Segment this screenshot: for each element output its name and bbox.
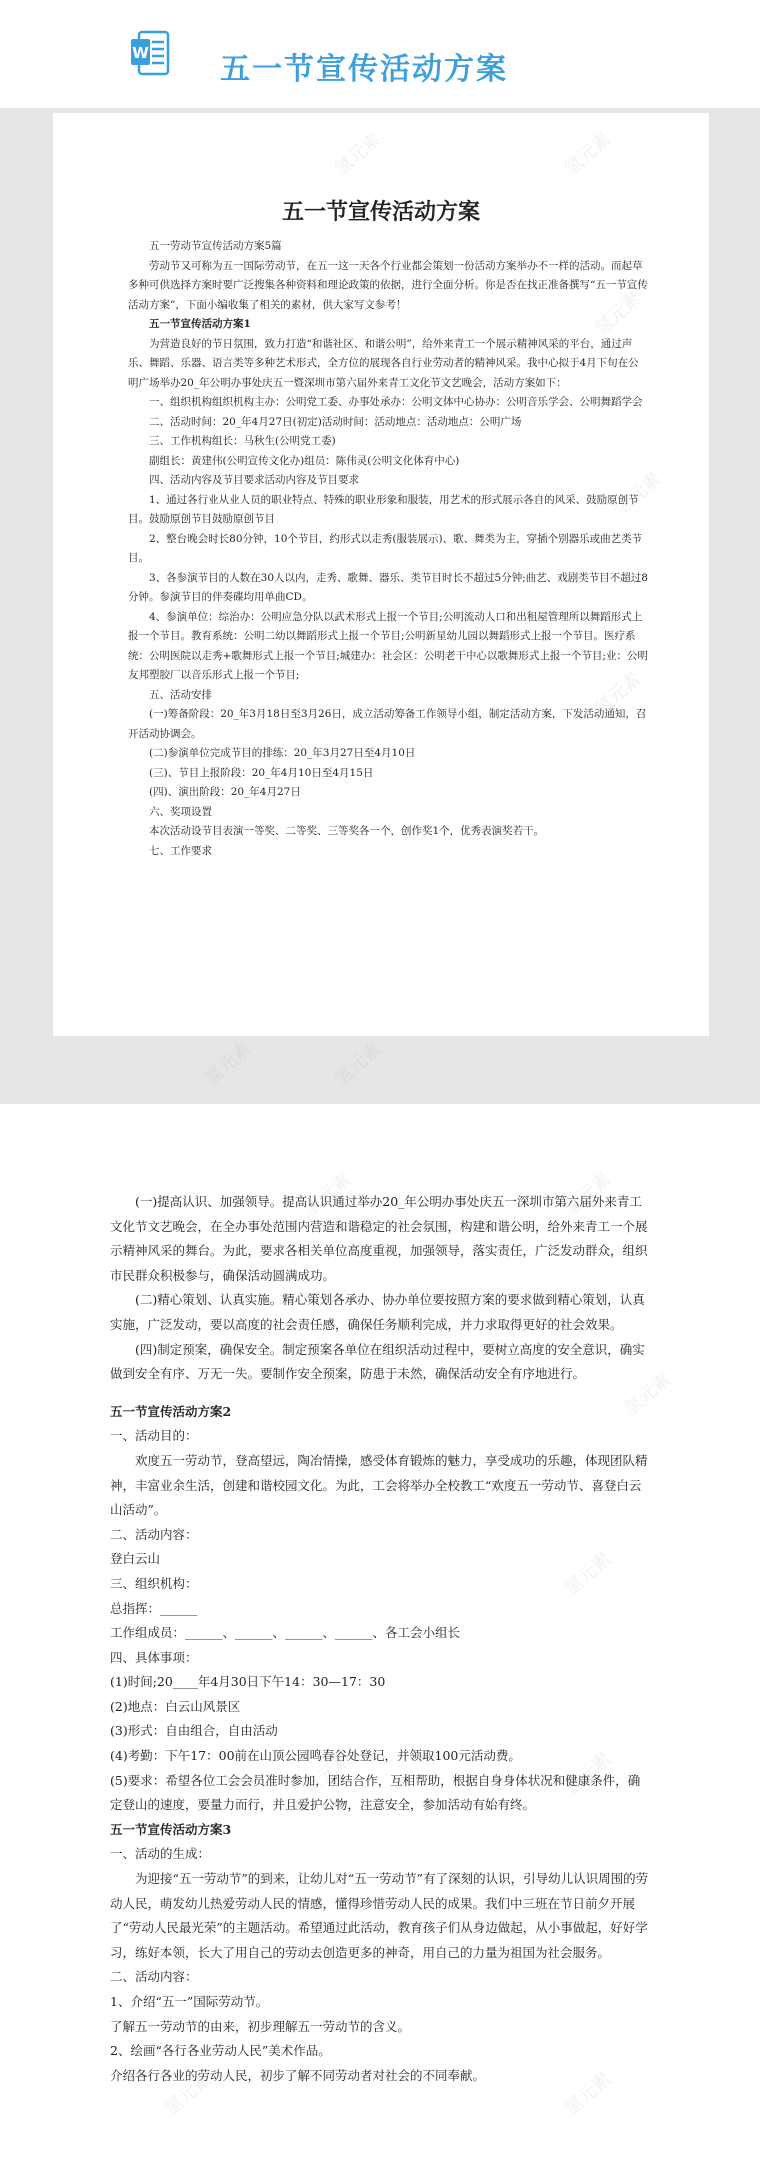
- paragraph: 二、活动内容：: [110, 1526, 198, 1542]
- svg-text:W: W: [132, 44, 149, 62]
- paragraph: 2、绘画“各行各业劳动人民”美术作品。: [110, 2043, 331, 2059]
- paragraph: 劳动节又可称为五一国际劳动节，在五一这一天各个行业都会策划一份活动方案举办不一样的活动。而起草多种可供选择方案时要广泛搜集各种资料和理论政策的依据，进行全面分析。你是否在找正准备撰写“五一节宣传活动方案”，下面小编收集了相关的素材，供大家写文参考！: [128, 259, 648, 311]
- paragraph: (四)制定预案，确保安全。制定预案各单位在组织活动过程中，要树立高度的安全意识，确实做到安全有序、万无一失。要制作安全预案，防患于未然，确保活动安全有序地进行。: [110, 1341, 645, 1382]
- section-heading: 五一节宣传活动方案2: [110, 1403, 232, 1419]
- page-header: [0, 0, 760, 108]
- word-document-icon: [130, 30, 170, 76]
- paragraph: (四)、演出阶段：20_年4月27日: [149, 786, 301, 798]
- document-page-1: [53, 113, 709, 1036]
- document-body-2: [110, 1190, 650, 2088]
- paragraph: (一)提高认识、加强领导。提高认识通过举办20_年公明办事处庆五一深圳市第六届外来青工文化节文艺晚会，在全办事处范围内营造和谐稳定的社会氛围，构建和谐公明，给外来青工一个展示精神风采的舞台。为此，要求各相关单位高度重视，加强领导，落实责任，广泛发动群众，组织市民群众积极参与，确保活动圆满成功。: [110, 1194, 648, 1283]
- paragraph: 工作组成员：______、______、______、______、各工会小组长: [110, 1625, 461, 1641]
- paragraph: 五、活动安排: [149, 688, 212, 701]
- paragraph: (二)精心策划、认真实施。精心策划各承办、协办单位要按照方案的要求做到精心策划，认真实施，广泛发动，要以高度的社会责任感，确保任务顺利完成，并力求取得更好的社会效果。: [110, 1292, 645, 1332]
- paragraph: (2)地点：白云山风景区: [110, 1698, 241, 1714]
- paragraph: 四、活动内容及节目要求活动内容及节目要求: [149, 474, 359, 486]
- spacer: [110, 1387, 650, 1400]
- section-heading: 五一节宣传活动方案3: [110, 1821, 232, 1837]
- paragraph: 为迎接“五一劳动节”的到来，让幼儿对“五一劳动节”有了深刻的认识，引导幼儿认识周围的劳动人民，萌发幼儿热爱劳动人民的情感，懂得珍惜劳动人民的成果。我们中三班在节日前夕开展了“劳动人民最光荣”的主题活动。希望通过此活动，教育孩子们从身边做起，从小事做起，好好学习，练好本领，长大了用自己的劳动去创造更多的神奇，用自己的力量为祖国为社会服务。: [110, 1871, 649, 1960]
- paragraph: 1、通过各行业从业人员的职业特点、特殊的职业形象和服装，用艺术的形式展示各自的风采、鼓励原创节目。鼓励原创节目鼓励原创节目: [128, 493, 639, 525]
- paragraph: 欢度五一劳动节，登高望远，陶冶情操，感受体育锻炼的魅力，享受成功的乐趣，体现团队精神，丰富业余生活，创建和谐校园文化。为此，工会将举办全校教工“欢度五一劳动节、喜登白云山活动”。: [110, 1452, 648, 1518]
- paragraph: 一、活动的生成：: [110, 1846, 211, 1862]
- document-page-2: [0, 1104, 760, 2178]
- paragraph: 三、工作机构组长：马秋生(公明党工委): [149, 435, 336, 447]
- paragraph: 3、各参演节目的人数在30人以内，走秀、歌舞、器乐、类节目时长不超过5分钟;曲艺、戏剧类节目不超过8分钟。参演节目的伴奏碟均用单曲CD。: [128, 571, 648, 603]
- section-heading: 五一节宣传活动方案1: [149, 318, 251, 330]
- paragraph: 五一劳动节宣传活动方案5篇: [149, 240, 282, 252]
- paragraph: 2、整台晚会时长80分钟，10个节目，约形式以走秀(服装展示)、歌、舞类为主，穿插个别器乐或曲艺类节目。: [128, 532, 643, 564]
- header-title: 五一节宣传活动方案: [220, 52, 508, 87]
- paragraph: (三)、节目上报阶段：20_年4月10日至4月15日: [149, 766, 374, 779]
- paragraph: (1)时间;20____年4月30日下午14：30—17：30: [110, 1674, 386, 1690]
- document-title: 五一节宣传活动方案: [281, 199, 480, 225]
- paragraph: 1、介绍“五一”国际劳动节。: [110, 1994, 269, 2009]
- paragraph: 登白云山: [110, 1551, 161, 1567]
- paragraph: 一、组织机构组织机构主办：公明党工委、办事处承办：公明文体中心协办：公明音乐学会、公明舞蹈学会: [149, 396, 643, 408]
- document-body-1: [128, 237, 648, 861]
- paragraph: 四、具体事项：: [110, 1649, 198, 1665]
- paragraph: 三、组织机构：: [110, 1575, 198, 1591]
- paragraph: (5)要求：希望各位工会会员准时参加，团结合作，互相帮助，根据自身身体状况和健康条件，确定登山的速度，要量力而行，并且爱护公物，注意安全，参加活动有始有终。: [110, 1772, 641, 1813]
- paragraph: (二)参演单位完成节目的排练：20_年3月27日至4月10日: [149, 747, 416, 759]
- paragraph: (3)形式：自由组合，自由活动: [110, 1723, 278, 1739]
- paragraph: 总指挥：______: [110, 1600, 198, 1616]
- paragraph: 本次活动设节目表演一等奖、二等奖、三等奖各一个，创作奖1个，优秀表演奖若干。: [149, 825, 545, 837]
- paragraph: 六、奖项设置: [149, 805, 212, 818]
- page-gap: [0, 1036, 760, 1104]
- paragraph: (一)筹备阶段：20_年3月18日至3月26日，成立活动筹备工作领导小组，制定活动方案，下发活动通知，召开活动协调会。: [128, 708, 647, 740]
- paragraph: 二、活动时间：20_年4月27日(初定)活动时间：活动地点：活动地点：公明广场: [149, 415, 522, 428]
- paragraph: 为营造良好的节日氛围，致力打造“和谐社区、和谐公明”，给外来青工一个展示精神风采的平台，通过声乐、舞蹈、乐器、语言类等多种艺术形式，全方位的展现各自行业劳动者的精神风采。我中心拟于4月下旬在公明广场举办20_年公明办事处庆五一暨深圳市第六届外来青工文化节文艺晚会，活动方案如下：: [128, 337, 639, 389]
- paragraph: 一、活动目的：: [110, 1428, 198, 1444]
- paragraph: 了解五一劳动节的由来，初步理解五一劳动节的含义。: [110, 2018, 411, 2034]
- paragraph: (4)考勤：下午17：00前在山顶公园鸣春谷处登记，并领取100元活动费。: [110, 1748, 521, 1764]
- paragraph: 介绍各行各业的劳动人民，初步了解不同劳动者对社会的不同奉献。: [110, 2067, 486, 2083]
- paragraph: 二、活动内容：: [110, 1969, 198, 1985]
- paragraph: 副组长：黄建伟(公明宣传文化办)组员：陈伟灵(公明文化体育中心): [149, 454, 460, 467]
- paragraph: 4、参演单位：综治办：公明应急分队以武术形式上报一个节目;公明流动人口和出租屋管理所以舞蹈形式上报一个节目。教育系统：公明二幼以舞蹈形式上报一个节目;公明新星幼儿园以舞蹈形式上报一个节目。医疗系统：公明医院以走秀+歌舞形式上报一个节目;城建办：社会区：公明老干中心以歌舞形式上报一个节目;业：公明友邦塑胶厂以音乐形式上报一个节目;: [128, 610, 648, 681]
- paragraph: 七、工作要求: [149, 844, 212, 857]
